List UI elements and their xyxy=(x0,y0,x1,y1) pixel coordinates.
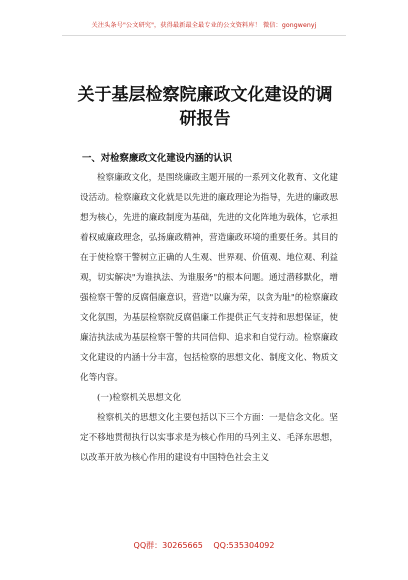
paragraph-1: 检察廉政文化，是围绕廉政主题开展的一系列文化教育、文化建设活动。检察廉政文化就是以先进的廉政理论为指导，先进的廉政思想为核心，先进的廉政制度为基础，先进的文化阵地为载体，它承担着权威廉政理念，弘扬廉政精神，营造廉政环境的重要任务。其目的在于使检察干警树立正确的人生观、世界观、价值观、地位观、利益观，切实解决"为谁执法、为谁服务"的根本问题。通过潜移默化，增强检察干警的反腐倡廉意识，营造"以廉为荣，以贪为耻"的检察廉政文化氛围，为基层检察院反腐倡廉工作提供正气支持和思想保证，使廉洁执法成为基层检察干警的共同信仰、追求和自觉行动。检察廉政文化建设的内涵十分丰富，包括检察的思想文化、制度文化、物质文化等内容。 xyxy=(80,173,338,383)
subsection-heading: (一)检察机关思想文化 xyxy=(97,393,182,403)
body-text xyxy=(80,168,338,468)
footer xyxy=(0,540,408,551)
header-banner: 关注头条号"公文研究"，获得最新最全最专业的公文资料库！ 微信：gongwenyj xyxy=(91,22,317,29)
paragraph-2: 检察机关的思想文化主要包括以下三个方面：一是信念文化。坚定不移地贯彻执行以实事求是为核心作用的马列主义、毛泽东思想，以改革开放为核心作用的建设有中国特色社会主义 xyxy=(80,413,338,463)
footer-qq: QQ:535304092 xyxy=(213,541,275,550)
document-title: 关于基层检察院廉政文化建设的调研报告 xyxy=(77,85,333,129)
section-heading: 一、对检察廉政文化建设内涵的认识 xyxy=(82,153,233,164)
footer-qq-group: QQ群：30265665 xyxy=(133,541,203,550)
header-divider xyxy=(62,35,346,36)
